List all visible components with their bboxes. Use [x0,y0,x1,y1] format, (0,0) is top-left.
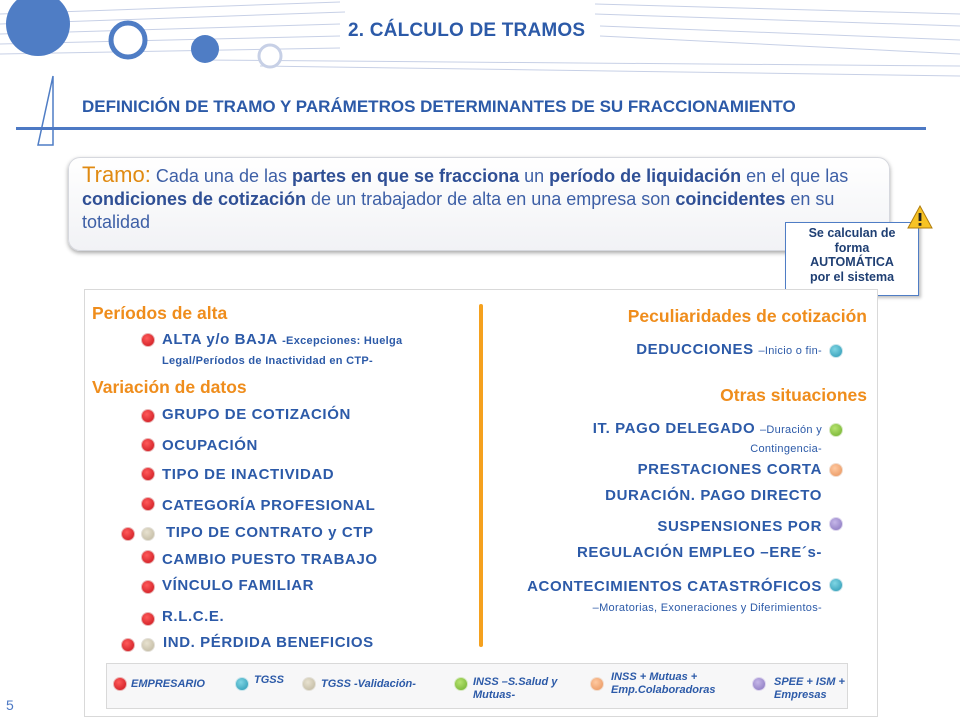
item-cambio-puesto: CAMBIO PUESTO TRABAJO [162,551,378,568]
definition-term: Tramo [82,162,145,187]
warning-icon [907,205,933,229]
heading-variacion-datos: Variación de datos [92,377,247,397]
item-categoria-profesional: CATEGORÍA PROFESIONAL [162,497,376,514]
empresario-dot-icon [141,333,155,347]
deco-circle-tiny [259,45,281,67]
empresario-dot-icon [141,409,155,423]
item-ocupacion: OCUPACIÓN [162,437,258,454]
empresario-dot-icon [121,638,135,652]
header-rule [16,127,926,130]
item-suspensiones-2: REGULACIÓN EMPLEO –ERE´s- [576,544,822,561]
deco-circle-large [6,0,70,56]
item-prestaciones-1: PRESTACIONES CORTA [637,461,822,478]
deco-triangle [38,76,53,145]
heading-periodos-alta: Períodos de alta [92,303,228,323]
legend-empresario-dot-icon [113,677,127,691]
deco-circle-small [191,35,219,63]
empresario-dot-icon [141,497,155,511]
heading-peculiaridades: Peculiaridades de cotización [627,306,867,326]
tgss-dot-icon [829,578,843,592]
inss-mutuas-dot-icon [829,463,843,477]
page-subtitle: DEFINICIÓN DE TRAMO Y PARÁMETROS DETERMINANTES DE SU FRACCIONAMIENTO [82,97,796,116]
item-ind-perdida-beneficios: IND. PÉRDIDA BENEFICIOS [163,634,374,651]
item-alta-baja-detail: Legal/Períodos de Inactividad en CTP- [162,355,373,367]
item-vinculo-familiar: VÍNCULO FAMILIAR [162,577,315,594]
empresario-dot-icon [141,467,155,481]
legend-spee: SPEE + ISM + Empresas [774,676,845,701]
legend-inss: INSS –S.Salud y Mutuas- [473,676,558,701]
heading-otras-situaciones: Otras situaciones [720,385,867,405]
legend-inss-mutuas: INSS + Mutuas + Emp.Colaboradoras [611,671,716,696]
item-rlce: R.L.C.E. [162,608,225,625]
section-title: 2. CÁLCULO DE TRAMOS [348,20,586,41]
column-divider [479,304,483,647]
legend-tgss-dot-icon [235,677,249,691]
item-deducciones: DEDUCCIONES –Inicio o fin- [636,341,822,358]
empresario-dot-icon [121,527,135,541]
item-prestaciones-2: DURACIÓN. PAGO DIRECTO [605,487,822,504]
empresario-dot-icon [141,438,155,452]
tgss-dot-icon [829,344,843,358]
tgss-validacion-dot-icon [141,527,155,541]
page-number: 5 [6,697,14,713]
empresario-dot-icon [141,550,155,564]
inss-dot-icon [829,423,843,437]
legend-empresario: EMPRESARIO [131,678,205,690]
item-it-detail: Contingencia- [750,443,822,455]
tgss-validacion-dot-icon [141,638,155,652]
legend-spee-dot-icon [752,677,766,691]
empresario-dot-icon [141,580,155,594]
item-acontecimientos-detail: –Moratorias, Exoneraciones y Diferimientos- [592,602,822,614]
item-alta-baja: ALTA y/o BAJA -Excepciones: Huelga [162,331,403,348]
item-suspensiones-1: SUSPENSIONES POR [657,518,822,535]
item-tipo-inactividad: TIPO DE INACTIVIDAD [162,466,335,483]
deco-circle-ring [111,23,145,57]
empresario-dot-icon [141,612,155,626]
legend-tgss-validacion-dot-icon [302,677,316,691]
item-it-pago-delegado: IT. PAGO DELEGADO –Duración y [592,420,822,437]
legend-inss-mutuas-dot-icon [590,677,604,691]
item-grupo-cotizacion: GRUPO DE COTIZACIÓN [162,406,351,423]
automatic-note: Se calculan de forma AUTOMÁTICA por el sistema [785,222,919,296]
spee-dot-icon [829,517,843,531]
definition-text: Tramo: Cada una de las partes en que se fracciona un período de liquidación en el que las condiciones de cotización de un trabajador de alta en una empresa son coincidentes en su totalidad [82,162,849,232]
legend-inss-dot-icon [454,677,468,691]
item-acontecimientos: ACONTECIMIENTOS CATASTRÓFICOS [527,578,822,595]
legend-tgss-validacion: TGSS -Validación- [321,678,416,690]
legend-tgss: TGSS [254,674,284,686]
item-tipo-contrato: TIPO DE CONTRATO y CTP [166,524,374,541]
